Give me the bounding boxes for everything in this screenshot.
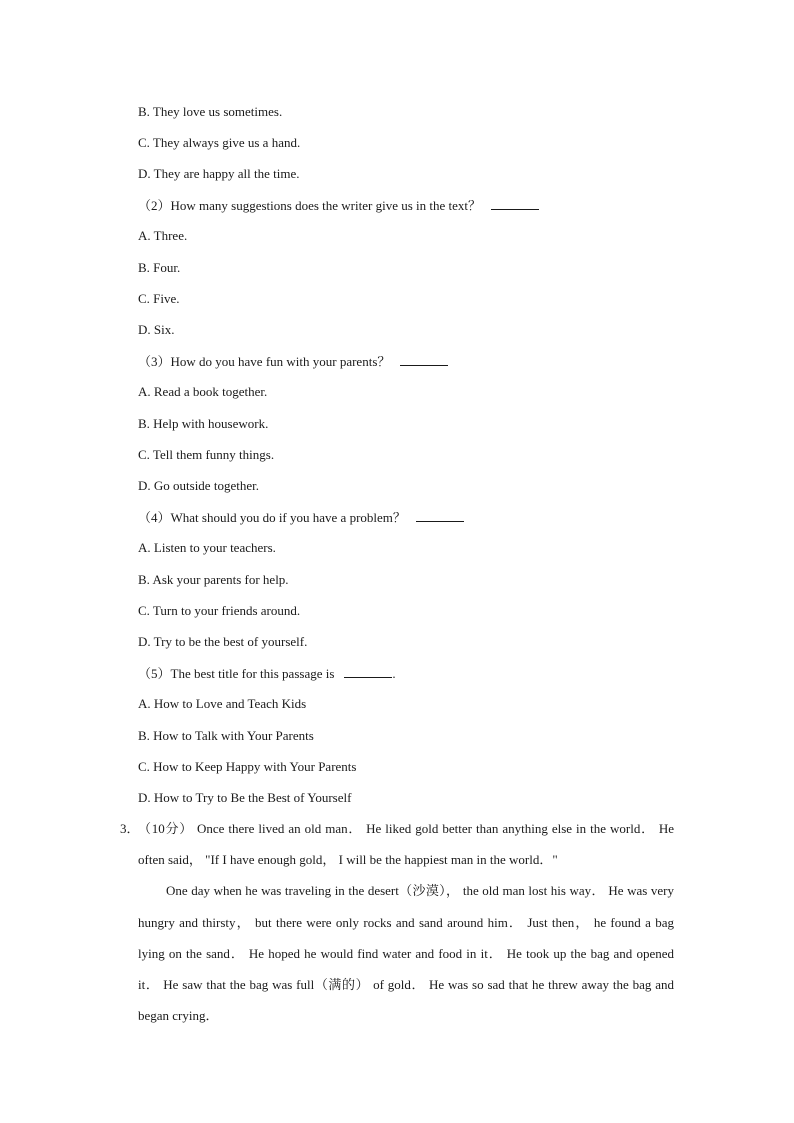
q3-option-d: D. Go outside together. xyxy=(138,478,259,493)
passage-intro: Once there lived an old man． He liked gold better than anything else in the world． He often said， "If I have enough gold， I will be the happiest man in the world．" xyxy=(138,821,674,868)
q2-option-c: C. Five. xyxy=(138,291,180,306)
q5-option-a: A. How to Love and Teach Kids xyxy=(138,696,307,711)
q1-option-d: D. They are happy all the time. xyxy=(138,166,300,181)
q4-option-d: D. Try to be the best of yourself. xyxy=(138,634,308,649)
q4-option-b: B. Ask your parents for help. xyxy=(138,572,289,587)
question-3-passage xyxy=(120,813,674,1031)
question-4 xyxy=(138,509,464,526)
q4-option-c: C. Turn to your friends around. xyxy=(138,603,301,618)
q1-option-c: C. They always give us a hand. xyxy=(138,135,301,150)
question-4-text: （4）What should you do if you have a problem？ xyxy=(138,510,406,525)
q1-option-b: B. They love us sometimes. xyxy=(138,104,283,119)
question-points: （10分） xyxy=(138,821,193,836)
question-5-period: . xyxy=(392,666,396,681)
question-2-text: （2）How many suggestions does the writer give us in the text？ xyxy=(138,198,482,213)
q2-option-d: D. Six. xyxy=(138,322,175,337)
q5-option-b: B. How to Talk with Your Parents xyxy=(138,728,314,743)
answer-blank-4 xyxy=(416,509,464,522)
q5-option-d: D. How to Try to Be the Best of Yourself xyxy=(138,790,352,805)
question-2 xyxy=(138,197,539,214)
q4-option-a: A. Listen to your teachers. xyxy=(138,540,276,555)
q5-option-c: C. How to Keep Happy with Your Parents xyxy=(138,759,357,774)
q3-option-b: B. Help with housework. xyxy=(138,416,269,431)
question-3 xyxy=(138,353,448,370)
passage-story: One day when he was traveling in the desert（沙漠）， the old man lost his way． He was very hungry and thirsty， but there were only rocks and sand around him． Just then， he found a bag lying on the sand． He hoped he would find water and food in it． He took up the bag and opened it． He saw that the bag was full（满的） of gold． He was so sad that he threw away the bag and began crying． xyxy=(138,883,674,1024)
answer-blank-5 xyxy=(344,665,392,678)
q2-option-b: B. Four. xyxy=(138,260,181,275)
question-5-text: （5）The best title for this passage is xyxy=(138,666,335,681)
q3-option-c: C. Tell them funny things. xyxy=(138,447,275,462)
question-5 xyxy=(138,665,396,682)
question-number: 3． xyxy=(120,821,140,836)
q2-option-a: A. Three. xyxy=(138,228,188,243)
q3-option-a: A. Read a book together. xyxy=(138,384,268,399)
answer-blank-3 xyxy=(400,353,448,366)
answer-blank-2 xyxy=(491,197,539,210)
question-3-text: （3）How do you have fun with your parents？ xyxy=(138,354,391,369)
